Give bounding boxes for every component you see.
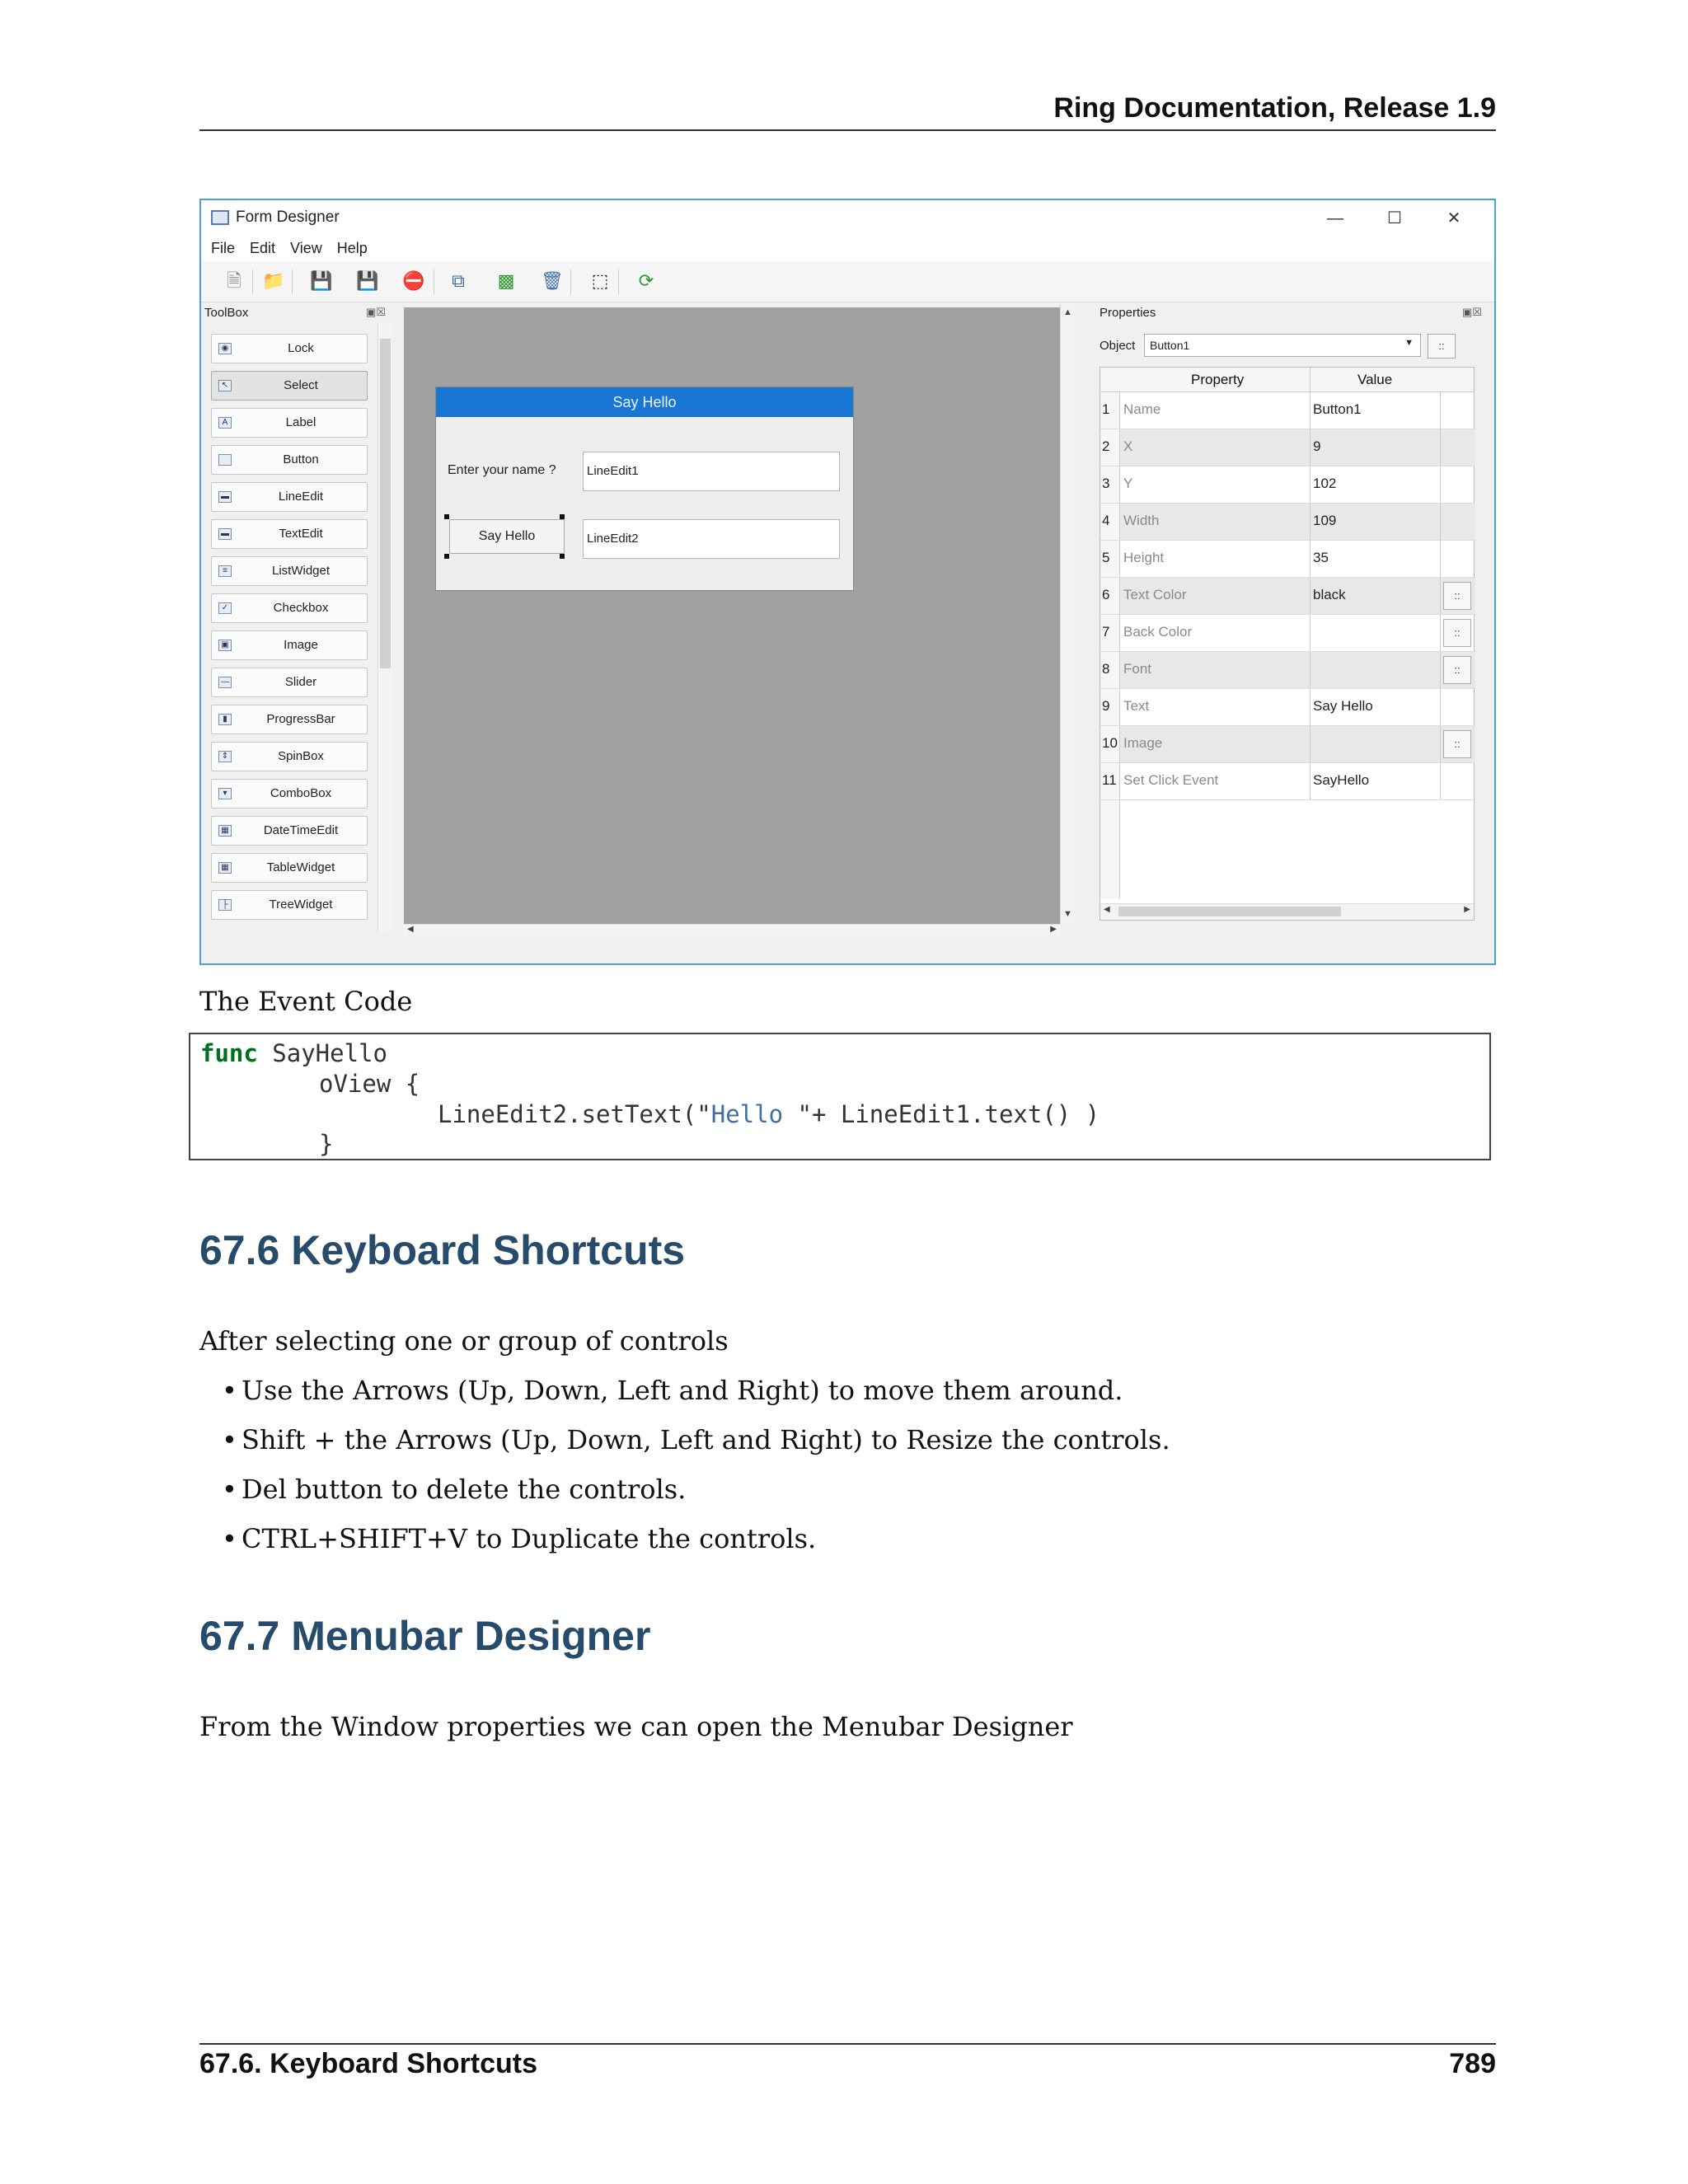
property-row[interactable]: 5 Height 35 [1100,541,1475,578]
lineedit-icon: ▬ [218,491,232,503]
spinbox-icon: ⇕ [218,751,232,762]
scroll-up-icon[interactable]: ▲ [1063,307,1072,317]
scroll-left-icon[interactable]: ◀ [407,925,414,934]
form-lineedit2[interactable]: LineEdit2 [583,519,840,559]
new-file-icon[interactable]: 🗎 [227,270,241,291]
toolbox-item-listwidget[interactable]: ≡ ListWidget [211,556,368,586]
lock-icon: ◉ [218,343,232,354]
delete-icon[interactable]: 🗑 [541,270,564,291]
image-picker-button[interactable]: :: [1443,730,1471,758]
menu-edit[interactable]: Edit [250,240,276,256]
panel-float-close-icon[interactable]: ▣☒ [1462,306,1482,318]
header-rule [199,129,1496,131]
property-table [1100,367,1475,921]
section-heading-keyboard-shortcuts: 67.6 Keyboard Shortcuts [199,1227,686,1273]
toolbox-title: ToolBox [204,306,249,320]
select-region-icon[interactable]: ⬚ [591,270,609,291]
form-lineedit1[interactable]: LineEdit1 [583,452,840,491]
property-row[interactable]: 11 Set Click Event SayHello [1100,763,1475,800]
panel-float-close-icon[interactable]: ▣☒ [366,306,386,318]
bring-front-icon[interactable]: ▩ [497,270,515,291]
duplicate-icon[interactable]: ⧉ [452,270,465,291]
scroll-right-icon[interactable]: ▶ [1464,905,1470,914]
menu-help[interactable]: Help [336,240,368,256]
toolbox-item-button[interactable]: Button [211,445,368,475]
property-row[interactable]: 4 Width 109 [1100,504,1475,541]
object-label: Object [1100,339,1136,353]
page-number: 789 [1449,2048,1496,2079]
code-text: "+ LineEdit1.text() ) [783,1100,1100,1128]
list-item: • Shift + the Arrows (Up, Down, Left and Right) to Resize the controls. [241,1424,1170,1455]
save-as-icon[interactable]: 💾 [356,270,379,291]
menubar [201,237,1494,261]
properties-title: Properties [1100,306,1156,320]
code-string: Hello [710,1100,784,1128]
calendar-icon: ▦ [218,825,232,837]
tree-icon: ├ [218,899,232,911]
selection-handle[interactable] [444,514,449,519]
stop-icon[interactable]: ⛔ [402,270,425,291]
property-row[interactable]: 7 Back Color :: [1100,615,1475,652]
chevron-down-icon: ▼ [1404,338,1414,348]
toolbar-separator [618,269,619,294]
toolbox-item-treewidget[interactable]: ├ TreeWidget [211,890,368,920]
font-picker-button[interactable]: :: [1443,656,1471,684]
form-designer-screenshot [199,199,1496,965]
minimize-icon[interactable]: — [1327,209,1343,227]
section-heading-menubar-designer: 67.7 Menubar Designer [199,1613,651,1659]
selection-handle[interactable] [444,554,449,559]
window-titlebar [201,200,1494,237]
progressbar-icon: ▮ [218,714,232,725]
image-icon: ▣ [218,640,232,651]
toolbox-item-label[interactable]: A Label [211,408,368,438]
toolbox-item-checkbox[interactable]: ✓ Checkbox [211,593,368,623]
property-row[interactable]: 9 Text Say Hello [1100,689,1475,726]
object-options-button[interactable]: :: [1428,334,1456,359]
toolbox-item-datetimeedit[interactable]: ▦ DateTimeEdit [211,816,368,846]
form-label-name[interactable]: Enter your name ? [448,463,556,477]
slider-icon: — [218,677,232,688]
toolbox-item-slider[interactable]: — Slider [211,668,368,697]
property-row[interactable]: 8 Font :: [1100,652,1475,689]
textedit-icon: ▬ [218,528,232,540]
property-row[interactable]: 10 Image :: [1100,726,1475,763]
footer-section-title: 67.6. Keyboard Shortcuts [199,2048,538,2079]
toolbox-item-tablewidget[interactable]: ▦ TableWidget [211,853,368,883]
event-code-label: The Event Code [199,986,413,1017]
toolbar-separator [292,269,293,294]
list-item: • Del button to delete the controls. [241,1474,686,1505]
property-row[interactable]: 3 Y 102 [1100,466,1475,504]
list-icon: ≡ [218,565,232,577]
toolbar-separator [252,269,253,294]
toolbox-item-lineedit[interactable]: ▬ LineEdit [211,482,368,512]
selection-handle[interactable] [560,554,565,559]
toolbox-item-combobox[interactable]: ▾ ComboBox [211,779,368,808]
property-hscrollbar[interactable] [1100,903,1474,920]
list-item: • CTRL+SHIFT+V to Duplicate the controls. [241,1523,816,1554]
table-icon: ▦ [218,862,232,874]
color-picker-button[interactable]: :: [1443,619,1471,647]
col-property[interactable]: Property [1191,372,1245,387]
run-icon[interactable]: ⟳ [638,270,654,291]
toolbox-item-lock[interactable]: ◉ Lock [211,334,368,363]
scroll-down-icon[interactable]: ▼ [1063,909,1072,919]
toolbox-item-image[interactable]: ▣ Image [211,630,368,660]
paragraph: After selecting one or group of controls [199,1325,729,1357]
menu-file[interactable]: File [211,240,236,256]
property-row[interactable]: 6 Text Color black :: [1100,578,1475,615]
toolbox-item-textedit[interactable]: ▬ TextEdit [211,519,368,549]
checkbox-icon: ✓ [218,602,232,614]
scrollbar-thumb[interactable] [1118,907,1341,916]
form-titlebar: Say Hello [436,387,853,417]
property-row[interactable]: 2 X 9 [1100,429,1475,466]
open-folder-icon[interactable]: 📁 [262,270,285,291]
code-block [189,1033,1491,1160]
toolbar-separator [570,269,571,294]
toolbox-item-progressbar[interactable]: ▮ ProgressBar [211,705,368,734]
object-select-value: Button1 [1150,339,1190,352]
save-icon[interactable]: 💾 [310,270,333,291]
toolbox-item-spinbox[interactable]: ⇕ SpinBox [211,742,368,771]
code-line: } [319,1130,334,1158]
menu-view[interactable]: View [290,240,322,256]
scroll-left-icon[interactable]: ◀ [1104,905,1110,914]
canvas-vscrollbar[interactable] [1060,304,1075,924]
form-say-hello-button[interactable]: Say Hello [449,519,565,554]
col-value[interactable]: Value [1357,372,1393,387]
window-title: Form Designer [236,209,340,226]
designed-form[interactable] [435,387,854,591]
button-icon [218,454,232,466]
property-table-header [1100,368,1474,392]
code-keyword-func: func [200,1039,258,1067]
selection-handle[interactable] [560,514,565,519]
pointer-icon: ↖ [218,380,232,391]
properties-panel [1075,304,1496,934]
code-line: oView { [319,1070,420,1098]
toolbox-panel [201,304,399,934]
close-icon[interactable]: ✕ [1447,209,1461,227]
canvas-hscrollbar[interactable] [404,924,1060,935]
color-picker-button[interactable]: :: [1443,582,1471,610]
code-function-name: SayHello [257,1039,387,1067]
property-row[interactable]: 1 Name Button1 [1100,392,1475,429]
design-canvas[interactable] [404,307,1080,924]
code-text: LineEdit2.setText(" [438,1100,711,1128]
app-icon [211,210,229,225]
toolbox-item-select[interactable]: ↖ Select [211,371,368,401]
running-header: Ring Documentation, Release 1.9 [1053,92,1496,124]
maximize-icon[interactable]: ☐ [1387,209,1402,227]
toolbar [201,261,1494,302]
scrollbar-thumb[interactable] [380,339,391,668]
scroll-right-icon[interactable]: ▶ [1050,925,1057,934]
toolbox-scrollbar[interactable] [377,322,392,932]
object-select[interactable] [1144,334,1421,357]
combobox-icon: ▾ [218,788,232,799]
footer-rule [199,2043,1496,2045]
paragraph: From the Window properties we can open the Menubar Designer [199,1711,1073,1742]
label-icon: A [218,417,232,429]
list-item: • Use the Arrows (Up, Down, Left and Right) to move them around. [241,1375,1123,1406]
